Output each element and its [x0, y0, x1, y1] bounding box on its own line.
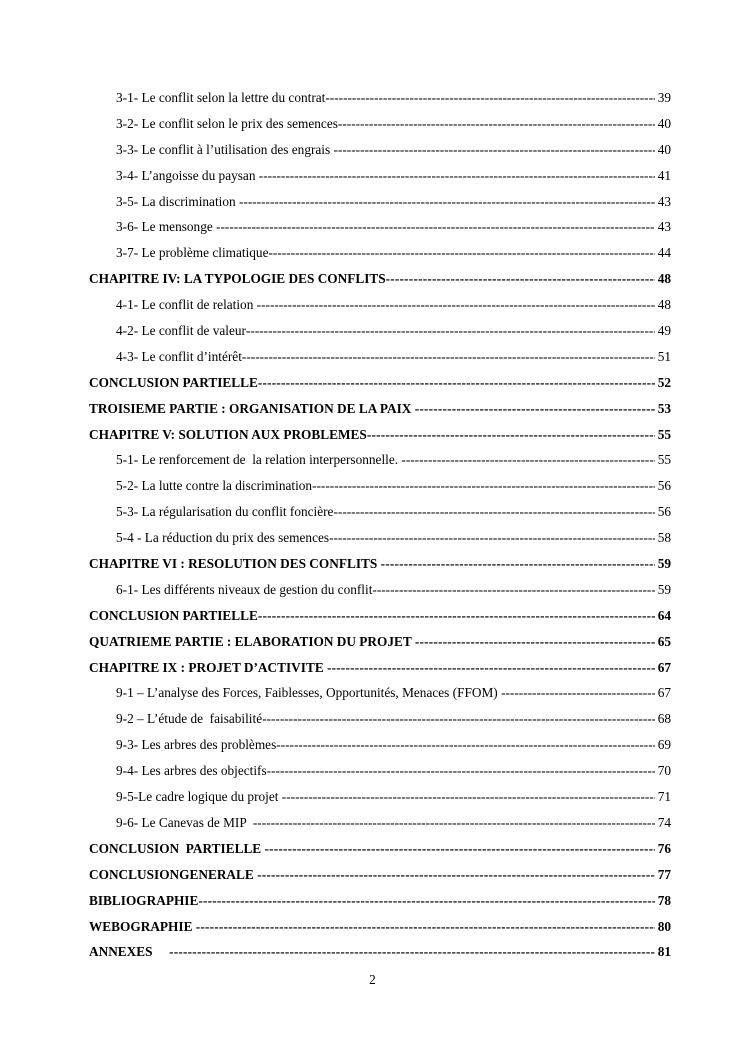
toc-subsection-entry[interactable] [89, 577, 671, 603]
toc-dot-leader [242, 344, 655, 370]
toc-entry-page-number: 56 [657, 504, 671, 520]
toc-entry-label: 3-2- Le conflit selon le prix des semences [116, 115, 338, 131]
toc-entry-page-number: 40 [657, 141, 671, 157]
toc-heading-entry[interactable] [89, 836, 671, 862]
toc-heading-entry[interactable] [89, 914, 671, 940]
toc-entry-page-number: 41 [657, 167, 671, 183]
toc-entry-label: 5-4 - La réduction du prix des semences [116, 530, 330, 546]
toc-dot-leader [257, 862, 655, 888]
toc-entry-label: 9-4- Les arbres des objectifs [116, 763, 267, 779]
toc-heading-entry[interactable] [89, 370, 671, 396]
toc-subsection-entry[interactable] [89, 447, 671, 473]
toc-entry-label: 6-1- Les différents niveaux de gestion du conflit [116, 581, 373, 597]
toc-entry-label: 3-4- L’angoisse du paysan [116, 167, 259, 183]
toc-entry-page-number: 56 [657, 478, 671, 494]
toc-entry-label: CONCLUSION PARTIELLE [89, 374, 258, 390]
toc-dot-leader [329, 525, 655, 551]
toc-dot-leader [253, 810, 655, 836]
toc-entry-label: 3-7- Le problème climatique [116, 245, 269, 261]
toc-subsection-entry[interactable] [89, 240, 671, 266]
toc-entry-label: CHAPITRE V: SOLUTION AUX PROBLEMES [89, 426, 367, 442]
toc-subsection-entry[interactable] [89, 214, 671, 240]
toc-dot-leader [265, 836, 655, 862]
toc-entry-label: 5-2- La lutte contre la discrimination [116, 478, 313, 494]
toc-heading-entry[interactable] [89, 266, 671, 292]
toc-entry-label: 9-5-Le cadre logique du projet [116, 789, 282, 805]
toc-heading-entry[interactable] [89, 396, 671, 422]
toc-subsection-entry[interactable] [89, 706, 671, 732]
toc-entry-page-number: 55 [657, 426, 671, 442]
toc-entry-label: BIBLIOGRAPHIE [89, 892, 199, 908]
toc-dot-leader [386, 266, 655, 292]
toc-dot-leader [327, 655, 655, 681]
toc-dot-leader [401, 447, 655, 473]
toc-entry-label: CHAPITRE IX : PROJET D’ACTIVITE [89, 659, 328, 675]
toc-entry-page-number: 77 [657, 866, 671, 882]
toc-entry-page-number: 80 [657, 918, 671, 934]
toc-dot-leader [257, 292, 655, 318]
toc-entry-page-number: 65 [657, 633, 671, 649]
toc-heading-entry[interactable] [89, 422, 671, 448]
toc-dot-leader [258, 370, 655, 396]
toc-dot-leader [415, 396, 655, 422]
toc-entry-page-number: 71 [657, 789, 671, 805]
toc-entry-page-number: 52 [657, 374, 671, 390]
toc-entry-label: ANNEXES [89, 944, 170, 960]
toc-entry-page-number: 81 [657, 944, 671, 960]
toc-dot-leader [325, 85, 655, 111]
toc-entry-page-number: 49 [657, 323, 671, 339]
toc-dot-leader [169, 939, 655, 965]
toc-subsection-entry[interactable] [89, 111, 671, 137]
toc-entry-page-number: 51 [657, 348, 671, 364]
toc-entry-page-number: 43 [657, 219, 671, 235]
toc-subsection-entry[interactable] [89, 680, 671, 706]
toc-subsection-entry[interactable] [89, 473, 671, 499]
toc-subsection-entry[interactable] [89, 732, 671, 758]
toc-entry-page-number: 59 [657, 556, 671, 572]
toc-entry-page-number: 74 [657, 814, 671, 830]
toc-entry-label: 3-6- Le mensonge [116, 219, 217, 235]
toc-heading-entry[interactable] [89, 888, 671, 914]
page-number: 2 [369, 972, 376, 987]
toc-subsection-entry[interactable] [89, 137, 671, 163]
toc-dot-leader [216, 214, 655, 240]
toc-entry-page-number: 76 [657, 840, 671, 856]
toc-entry-label: 4-2- Le conflit de valeur [116, 323, 246, 339]
toc-entry-page-number: 40 [657, 115, 671, 131]
toc-subsection-entry[interactable] [89, 344, 671, 370]
toc-subsection-entry[interactable] [89, 758, 671, 784]
toc-entry-page-number: 58 [657, 530, 671, 546]
toc-subsection-entry[interactable] [89, 189, 671, 215]
toc-heading-entry[interactable] [89, 655, 671, 681]
toc-subsection-entry[interactable] [89, 525, 671, 551]
toc-entry-label: 4-1- Le conflit de relation [116, 297, 257, 313]
toc-entry-page-number: 78 [657, 892, 671, 908]
toc-heading-entry[interactable] [89, 603, 671, 629]
toc-dot-leader [269, 240, 656, 266]
toc-entry-label: 5-1- Le renforcement de la relation interpersonnelle. [116, 452, 402, 468]
toc-dot-leader [415, 629, 655, 655]
toc-subsection-entry[interactable] [89, 810, 671, 836]
toc-dot-leader [276, 732, 655, 758]
toc-entry-label: TROISIEME PARTIE : ORGANISATION DE LA PAIX [89, 400, 415, 416]
toc-entry-page-number: 67 [657, 659, 671, 675]
toc-dot-leader [381, 551, 655, 577]
toc-subsection-entry[interactable] [89, 85, 671, 111]
toc-entry-page-number: 64 [657, 607, 671, 623]
toc-entry-page-number: 48 [657, 271, 671, 287]
toc-entry-label: CONCLUSION PARTIELLE [89, 607, 258, 623]
table-of-contents [89, 85, 671, 965]
toc-entry-page-number: 59 [657, 581, 671, 597]
toc-dot-leader [338, 111, 655, 137]
toc-dot-leader [372, 577, 655, 603]
toc-entry-page-number: 39 [657, 90, 671, 105]
toc-entry-label: QUATRIEME PARTIE : ELABORATION DU PROJET [89, 633, 415, 649]
toc-entry-label: 9-1 – L’analyse des Forces, Faiblesses, Opportunités, Menaces (FFOM) [116, 685, 502, 701]
toc-dot-leader [262, 706, 655, 732]
toc-entry-label: CHAPITRE VI : RESOLUTION DES CONFLITS [89, 556, 381, 572]
toc-dot-leader [259, 163, 655, 189]
toc-dot-leader [282, 784, 655, 810]
toc-heading-entry[interactable] [89, 939, 671, 965]
toc-heading-entry[interactable] [89, 862, 671, 888]
toc-entry-page-number: 67 [657, 685, 671, 701]
toc-entry-page-number: 53 [657, 400, 671, 416]
toc-subsection-entry[interactable] [89, 784, 671, 810]
toc-dot-leader [258, 603, 655, 629]
toc-subsection-entry[interactable] [89, 163, 671, 189]
toc-entry-page-number: 69 [657, 737, 671, 753]
toc-entry-page-number: 68 [657, 711, 671, 727]
toc-dot-leader [334, 137, 656, 163]
toc-entry-page-number: 44 [657, 245, 671, 261]
toc-entry-page-number: 70 [657, 763, 671, 779]
toc-entry-label: 9-2 – L’étude de faisabilité [116, 711, 263, 727]
toc-entry-label: 5-3- La régularisation du conflit foncière [116, 504, 334, 520]
toc-entry-page-number: 48 [657, 297, 671, 313]
toc-dot-leader [239, 189, 655, 215]
toc-dot-leader [367, 422, 655, 448]
toc-dot-leader [196, 914, 655, 940]
toc-subsection-entry[interactable] [89, 499, 671, 525]
toc-dot-leader [246, 318, 655, 344]
toc-entry-label: 9-6- Le Canevas de MIP [116, 814, 253, 830]
toc-dot-leader [198, 888, 655, 914]
toc-entry-page-number: 55 [657, 452, 671, 468]
toc-entry-label: 9-3- Les arbres des problèmes [116, 737, 277, 753]
toc-dot-leader [267, 758, 655, 784]
toc-entry-label: CONCLUSIONGENERALE [89, 866, 258, 882]
toc-entry-label: 3-3- Le conflit à l’utilisation des engrais [116, 141, 334, 157]
toc-dot-leader [312, 473, 655, 499]
toc-entry-page-number: 43 [657, 193, 671, 209]
toc-subsection-entry[interactable] [89, 318, 671, 344]
toc-dot-leader [501, 680, 655, 706]
toc-entry-label: 3-5- La discrimination [116, 193, 239, 209]
toc-entry-label: CHAPITRE IV: LA TYPOLOGIE DES CONFLITS [89, 271, 386, 287]
toc-entry-label: WEBOGRAPHIE [89, 918, 196, 934]
toc-entry-label: CONCLUSION PARTIELLE [89, 840, 265, 856]
toc-entry-label: 3-1- Le conflit selon la lettre du contrat [116, 90, 326, 105]
toc-subsection-entry[interactable] [89, 292, 671, 318]
toc-heading-entry[interactable] [89, 551, 671, 577]
toc-heading-entry[interactable] [89, 629, 671, 655]
toc-dot-leader [333, 499, 655, 525]
toc-entry-label: 4-3- Le conflit d’intérêt [116, 348, 242, 364]
